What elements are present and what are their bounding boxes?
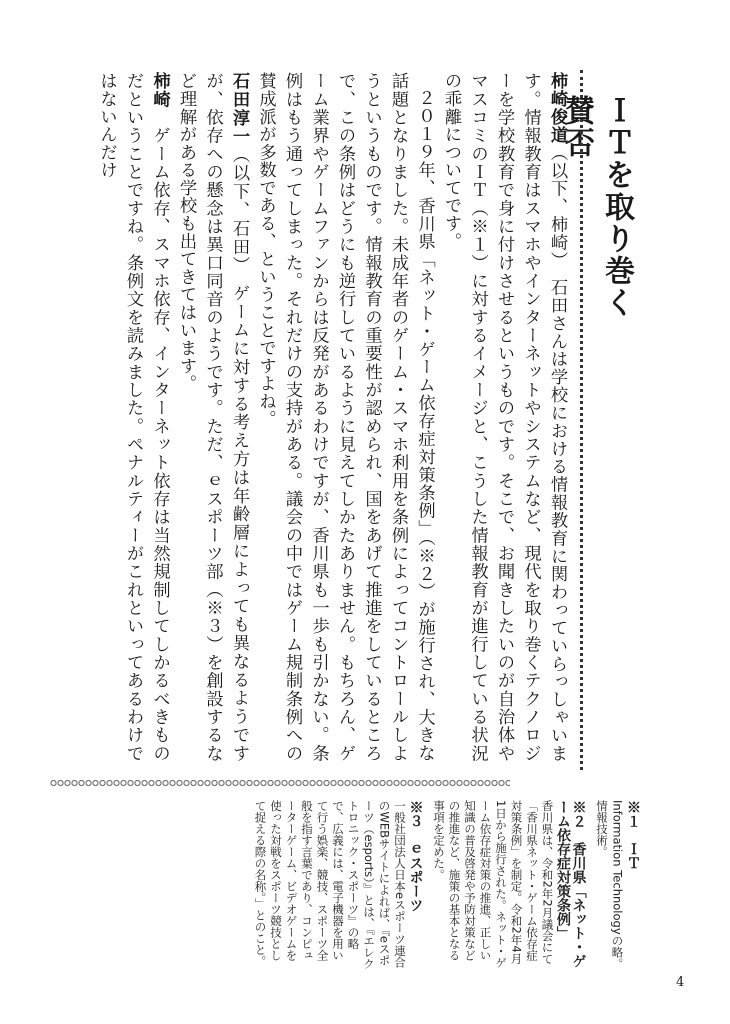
paragraph (438, 72, 571, 762)
paragraph (93, 72, 173, 762)
footnote (431, 800, 586, 970)
speaker-name: 柿崎 (149, 72, 170, 109)
speaker-name: 石田淳一 (229, 72, 249, 146)
article-body (96, 72, 570, 762)
paragraph (252, 72, 438, 762)
footnote (594, 800, 641, 970)
paragraph-text: ゲーム依存、スマホ依存、インターネット依存は当然規制してしかるべきものだということですね。条例文を読みました。ペナルティーがこれといってあるわけではないんだけ (96, 72, 170, 762)
article-title: ＩＴを取り巻く賛否 (559, 95, 634, 319)
title-divider (580, 70, 583, 770)
paragraph-text: （以下、石田） ゲームに対する考え方は年齢層によっても異なるようですが、依存への懸念は異口同音のようです。ただ、ｅスポーツ部（※３）を創設するなど理解がある学校も出てきてはいます。 (176, 72, 249, 762)
paragraph-text: ２０１９年、香川県「ネット・ゲーム依存症対策条例」（※２）が施行され、大きな話題となりました。未成年者のゲーム・スマホ利用を条例によってコントロールしようというものです。情報教育の重要性が認められ、国をあげて推進をしているところで、この条例はどうにも逆行しているように見えてしかたありません。もちろん、ゲーム業界やゲームファンからは反発があるわけですが、香川県も一歩も引かない。条例はもう通ってしまった。それだけの支持がある。議会の中ではゲーム規制条例への賛成派が多数である、ということですよね。 (255, 72, 435, 762)
speaker-name: 柿崎俊道 (547, 72, 567, 144)
footnote-divider (50, 778, 510, 788)
footnote (252, 800, 423, 970)
footnote-text: Information Technologyの略。情報技術。 (595, 800, 625, 970)
footnotes (100, 800, 640, 970)
paragraph-text: （以下、柿崎） 石田さんは学校における情報教育に関わっていらっしゃいます。情報教育はスマホやインターネットやシステムなど、現代を取り巻くテクノロジーを学校教育で身に付けさせるというものです。そこで、お聞きしたいのが自治体やマスコミのＩＴ（※１）に対するイメージと、こうした情報教育が進行している状況の乖離についてです。 (441, 72, 567, 762)
footnote-mark: ※１ ＩＴ (625, 800, 641, 870)
footnote-mark: ※２ 香川県「ネット・ゲーム依存症対策条例」 (555, 800, 587, 968)
footnote-mark: ※３ ｅスポーツ (407, 800, 424, 912)
paragraph (173, 72, 253, 762)
page-number: 4 (676, 975, 685, 990)
footnote-text: 香川県は、令和2年2月議会にて「香川県ネット・ゲーム依存症対策条例」を制定。令和2年4月1日から施行された。ネット・ゲーム依存症対策の推進、正しい知識の普及啓発や予防対策などの推進など、施策の基本となる事項を定めた。 (432, 800, 555, 969)
footnote-text: 一般社団法人日本eスポーツ連合のWEBサイトによれば、『eスポーツ（esports）』とは、『エレクトロニック・スポーツ』の略で、広義には、電子機器を用いて行う娯楽、競技、スポーツ全般を指す言葉であり、コンピューターゲーム、ビデオゲームを使った対戦をスポーツ競技として捉える際の名称。」とのこと。 (253, 800, 407, 970)
